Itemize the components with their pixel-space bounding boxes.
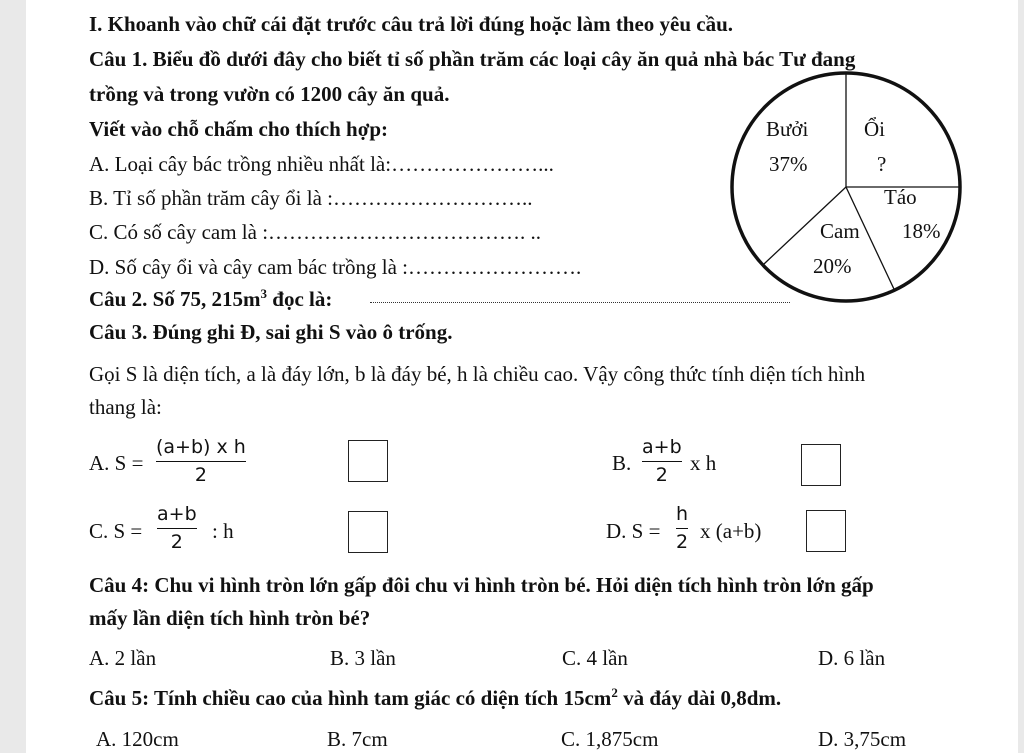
q1-item-b <box>89 186 532 210</box>
pie-label-tao: Táo <box>884 185 917 209</box>
q1-item-b-blank[interactable]: ……………………….. <box>332 186 533 210</box>
q4-answer-b[interactable]: B. 3 lần <box>330 646 396 670</box>
q3-option-c-fraction <box>157 503 197 553</box>
q1-title-line1: Câu 1. Biểu đồ dưới đây cho biết tỉ số phần trăm các loại cây ăn quả nhà bác Tư đang <box>89 47 856 71</box>
q5-answer-d[interactable]: D. 3,75cm <box>818 727 907 751</box>
q3-option-d-numerator: h <box>676 503 689 525</box>
q3-statement-line1: Gọi S là diện tích, a là đáy lớn, b là đáy bé, h là chiều cao. Vậy công thức tính diện tích hình <box>89 362 866 386</box>
q3-option-b-fraction <box>642 436 682 486</box>
q3-option-c-suffix: : h <box>212 519 234 543</box>
q3-option-b-denominator: 2 <box>655 464 668 486</box>
q3-option-c-numerator: a+b <box>157 503 197 525</box>
q5-title-exponent: 2 <box>611 685 618 700</box>
q3-option-a-numerator: (a+b) x h <box>156 436 246 458</box>
q1-item-c <box>89 220 541 244</box>
q3-title: Câu 3. Đúng ghi Đ, sai ghi S vào ô trống. <box>89 320 453 344</box>
pie-value-buoi: 37% <box>769 152 808 176</box>
q5-title-part1: Câu 5: Tính chiều cao của hình tam giác có diện tích 15cm <box>89 686 612 710</box>
q2-line <box>89 287 332 311</box>
q5-answer-c[interactable]: C. 1,875cm <box>561 727 659 751</box>
q3-option-c-denominator: 2 <box>170 531 183 553</box>
q1-item-a-blank[interactable]: …………………... <box>391 152 554 176</box>
q1-item-c-text: C. Có số cây cam là : <box>89 220 269 244</box>
q1-item-a <box>89 152 554 176</box>
q3-option-c-label: C. S = <box>89 519 143 543</box>
q3-option-b-suffix: x h <box>690 451 717 475</box>
q1-item-b-text: B. Tỉ số phần trăm cây ổi là : <box>89 186 333 210</box>
q3-option-d-denominator: 2 <box>676 531 689 553</box>
q1-item-c-blank[interactable]: ………………………………. .. <box>268 220 542 244</box>
pie-value-oi: ? <box>877 152 887 176</box>
q3-option-a-checkbox[interactable] <box>348 440 388 482</box>
q4-answer-d[interactable]: D. 6 lần <box>818 646 886 670</box>
pie-label-oi: Ổi <box>864 117 885 141</box>
q3-option-c-checkbox[interactable] <box>348 511 388 553</box>
q5-answer-a[interactable]: A. 120cm <box>96 727 179 751</box>
q2-prefix: Câu 2. Số <box>89 287 181 311</box>
q1-item-d <box>89 255 581 279</box>
q4-answer-a[interactable]: A. 2 lần <box>89 646 157 670</box>
q4-title-line1: Câu 4: Chu vi hình tròn lớn gấp đôi chu vi hình tròn bé. Hỏi diện tích hình tròn lớn gấp <box>89 573 874 597</box>
q5-answer-b[interactable]: B. 7cm <box>327 727 388 751</box>
q1-instruction: Viết vào chỗ chấm cho thích hợp: <box>89 117 389 141</box>
q1-item-a-text: A. Loại cây bác trồng nhiều nhất là: <box>89 152 392 176</box>
q2-number: 75, 215m <box>180 287 261 311</box>
q3-statement-line2: thang là: <box>89 395 162 419</box>
pie-value-tao: 18% <box>902 219 941 243</box>
q3-option-d-label: D. S = <box>606 519 661 543</box>
pie-value-cam: 20% <box>813 254 852 278</box>
q5-title-part2: và đáy dài 0,8dm. <box>617 686 782 710</box>
q3-option-b-label: B. <box>612 451 632 475</box>
q4-title-line2: mấy lần diện tích hình tròn bé? <box>89 606 371 630</box>
q3-option-d-checkbox[interactable] <box>806 510 846 552</box>
q1-item-d-blank[interactable]: ……………………. <box>407 255 582 279</box>
q3-option-d-suffix: x (a+b) <box>700 519 762 543</box>
q3-option-a-denominator: 2 <box>194 464 207 486</box>
q2-answer-line[interactable] <box>370 302 790 303</box>
pie-label-cam: Cam <box>820 219 860 243</box>
q1-item-d-text: D. Số cây ổi và cây cam bác trồng là : <box>89 255 408 279</box>
q3-option-a-fraction <box>156 436 246 486</box>
q2-exponent: 3 <box>260 286 268 301</box>
q2-suffix: đọc là: <box>267 287 333 311</box>
q5-title <box>89 686 781 710</box>
section-heading: I. Khoanh vào chữ cái đặt trước câu trả lời đúng hoặc làm theo yêu cầu. <box>89 12 734 36</box>
q3-option-d-fraction <box>676 503 688 553</box>
q4-answer-c[interactable]: C. 4 lần <box>562 646 628 670</box>
q3-option-b-checkbox[interactable] <box>801 444 841 486</box>
q3-option-b-numerator: a+b <box>642 436 682 458</box>
q1-title-line2: trồng và trong vườn có 1200 cây ăn quả. <box>89 82 450 106</box>
q3-option-a-label: A. S = <box>89 451 144 475</box>
pie-label-buoi: Bưởi <box>766 117 809 141</box>
